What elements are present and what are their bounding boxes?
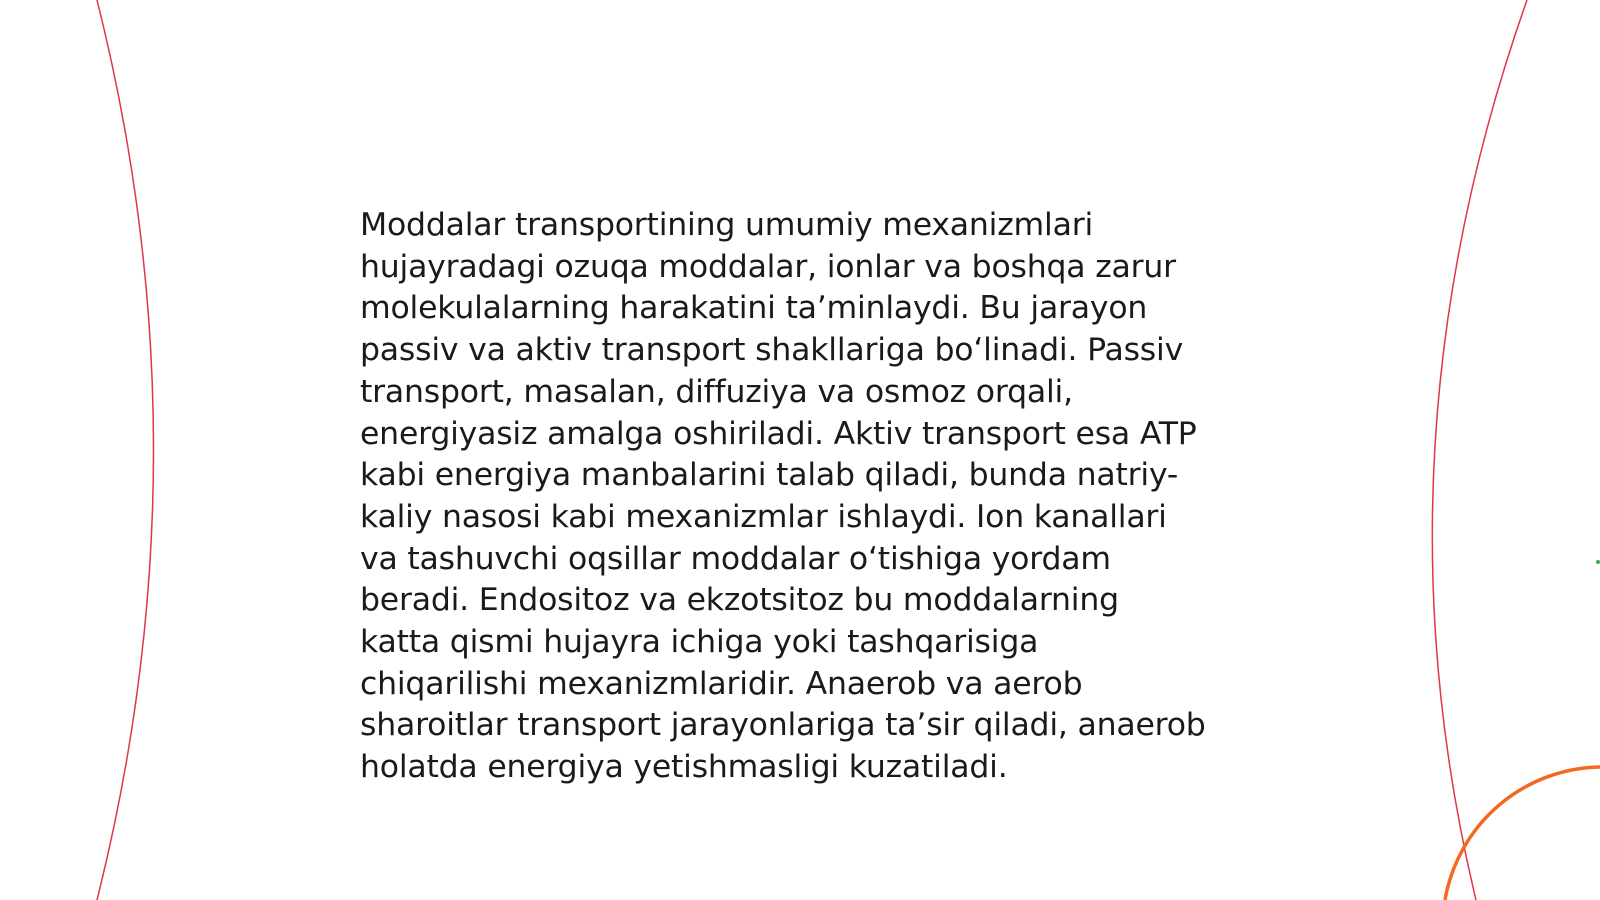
body-line: hujayradagi ozuqa moddalar, ionlar va boshqa zarur bbox=[360, 248, 1176, 285]
right-curve-line bbox=[1432, 0, 1527, 900]
body-line: passiv va aktiv transport shakllariga bo‘linadi. Passiv bbox=[360, 332, 1184, 369]
body-line: chiqarilishi mexanizmlaridir. Anaerob va aerob bbox=[360, 665, 1083, 702]
body-line: katta qismi hujayra ichiga yoki tashqarisiga bbox=[360, 624, 1039, 661]
body-line: sharoitlar transport jarayonlariga ta’sir qiladi, anaerob bbox=[360, 707, 1206, 744]
body-line: transport, masalan, diffuziya va osmoz orqali, bbox=[360, 373, 1073, 410]
body-line: energiyasiz amalga oshiriladi. Aktiv transport esa ATP bbox=[360, 415, 1197, 452]
body-line: kaliy nasosi kabi mexanizmlar ishlaydi. Ion kanallari bbox=[360, 498, 1167, 535]
left-curve-line bbox=[97, 0, 154, 900]
orange-circle-arc bbox=[1445, 767, 1600, 900]
body-line: kabi energiya manbalarini talab qiladi, bunda natriy- bbox=[360, 457, 1179, 494]
body-line: va tashuvchi oqsillar moddalar o‘tishiga yordam bbox=[360, 540, 1111, 577]
body-line: holatda energiya yetishmasligi kuzatiladi. bbox=[360, 749, 1008, 786]
body-line: beradi. Endositoz va ekzotsitoz bu moddalarning bbox=[360, 582, 1119, 619]
body-paragraph bbox=[360, 205, 1250, 789]
body-line: molekulalarning harakatini ta’minlaydi. Bu jarayon bbox=[360, 290, 1148, 327]
body-line: Moddalar transportining umumiy mexanizmlari bbox=[360, 207, 1094, 243]
green-dot bbox=[1596, 560, 1600, 564]
